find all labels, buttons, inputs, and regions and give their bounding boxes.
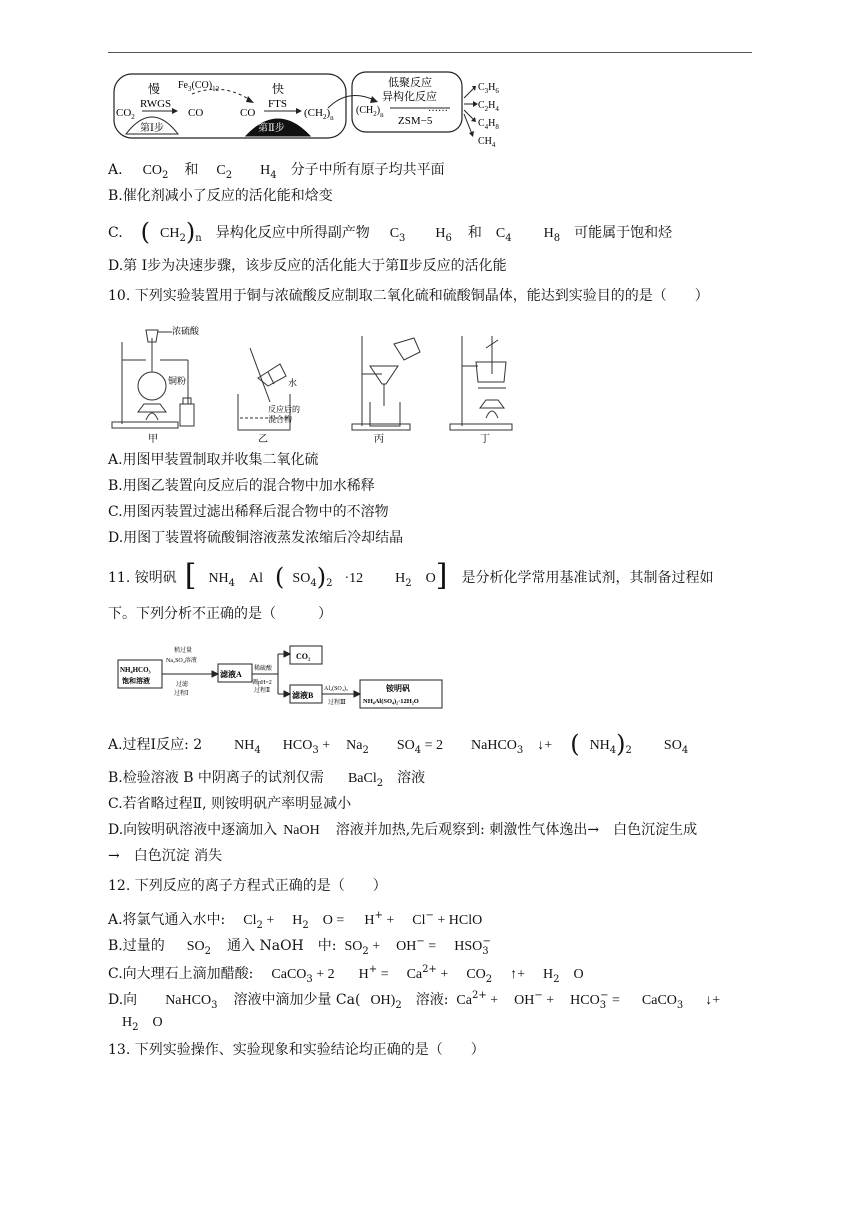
flow-product-2: NH₄Al(SO₄)₂·12H₂O	[363, 698, 419, 705]
catalyst-label: $Fe_3(CO)_{12}$	[178, 80, 220, 93]
label-bing: 丙	[374, 434, 384, 445]
flow-co2: CO₂	[296, 652, 311, 661]
fts-label: FTS	[268, 98, 287, 110]
q10-option-b: B.用图乙装置向反应后的混合物中加水稀释	[108, 478, 375, 494]
q10-apparatus-figure	[108, 312, 528, 446]
q12-stem: 12. 下列反应的离子方程式正确的是（ ）	[108, 878, 387, 894]
product-ch4: $CH_4$	[478, 136, 496, 149]
label-jia: 甲	[148, 434, 158, 445]
q11-option-b: B.检验溶液 B 中阴离子的试剂仅需 BaCl$_2$ 溶液	[108, 770, 426, 789]
label-nongliusuan: 浓硫酸	[172, 326, 200, 336]
flow-product-1: 铵明矾	[386, 684, 410, 693]
flow-filtrate-a: 滤液A	[220, 670, 242, 679]
ch2n-right: $(CH_2)_n$	[356, 105, 384, 119]
product-c2h4: $C_2H_4$	[478, 100, 499, 113]
zsm-label: ZSM−5	[398, 115, 433, 127]
co-mid: CO	[240, 107, 256, 119]
header-rule	[108, 52, 752, 53]
label-yi: 乙	[258, 434, 268, 445]
q10-option-a: A.用图甲装置制取并收集二氧化硫	[108, 452, 319, 468]
flow-start-1: NH₄HCO₃	[120, 666, 151, 674]
q12-option-c: C.向大理石上滴加醋酸: CaCO$_3$ + 2 $H^+ = Ca^{2+} + CO_2$ ↑+ $H_2$ O	[108, 964, 584, 985]
rwgs-label: RWGS	[140, 98, 172, 110]
q9-option-d: D.第 I步为决速步骤，该步反应的活化能大于第Ⅱ步反应的活化能	[108, 258, 507, 274]
fast-label: 快	[272, 82, 285, 96]
q13-stem: 13. 下列实验操作、实验现象和实验结论均正确的是（ ）	[108, 1042, 485, 1058]
product-c3h6: $C_3H_6$	[478, 82, 499, 95]
flow-arrow2-top: 稀硫酸	[254, 666, 273, 672]
q11-option-d-line2: → 白色沉淀 消失	[108, 848, 223, 864]
q10-option-c: C.用图丙装置过滤出稀释后混合物中的不溶物	[108, 504, 389, 520]
reaction-mechanism-diagram	[112, 66, 532, 156]
q9-option-a: A. $CO_2$ 和 $C_2$ $H_4$ 分子中所有原子均共平面	[108, 162, 445, 181]
q11-option-a: A.过程Ⅰ反应: 2 $NH_4$ $HCO_3 + Na_2$ $SO_4 = 2$ NaHCO$_3$ ↓+ ( $NH_4)_2$ $SO_4$	[108, 730, 689, 758]
q11-option-d-line1: D.向铵明矾溶液中逐滴加入 NaOH 溶液并加热,先后观察到: 刺激性气体逸出→ 白色沉淀生成	[108, 822, 698, 838]
label-mixture-2: 混合物	[268, 415, 292, 424]
q9-option-b: B.催化剂减小了反应的活化能和焓变	[108, 188, 333, 204]
flow-arrow3-top: Al₂(SO₄)₃	[324, 686, 348, 692]
flow-arrow1-top1: 稍过量	[174, 648, 193, 654]
q10-option-d: D.用图丁装置将硫酸铜溶液蒸发浓缩后冷却结晶	[108, 530, 404, 546]
product-c4h8: $C_4H_8$	[478, 118, 499, 131]
flow-start-2: 饱和溶液	[122, 677, 150, 685]
flow-arrow3-bot: 过程Ⅲ	[328, 700, 346, 706]
flow-arrow1-bot1: 过滤	[176, 682, 189, 688]
q11-stem-line2: 下。下列分析不正确的是（ ）	[108, 606, 332, 622]
q11-stem: 11. 铵明矾 [ $NH_4$ Al ( $SO_4)_2 \cdot 12$ $H_2$ O] 是分析化学常用基准试剂，其制备过程如	[108, 558, 714, 593]
q12-option-a: A.将氯气通入水中: $Cl_2 + H_2$ O = H+ + Cl− + HClO	[108, 910, 483, 931]
co-left: CO	[188, 107, 204, 119]
dots: ……	[428, 103, 448, 114]
ch2n-mid: $(CH_2)_n$	[304, 107, 334, 122]
flow-filtrate-b: 滤液B	[292, 691, 314, 700]
label-tongfen: 铜粉	[168, 376, 187, 386]
low-poly-label: 低聚反应	[388, 77, 432, 89]
q12-option-d-line1: D.向 NaHCO$_3$ 溶液中滴加少量 Ca( $OH)_2$ 溶液: $Ca^{2+} + OH^- + HCO_3^-$ = CaCO$_3$ ↓+	[108, 990, 721, 1011]
step2-label: 第Ⅱ步	[258, 123, 285, 134]
q11-process-flowchart	[116, 640, 486, 710]
q10-stem: 10. 下列实验装置用于铜与浓硫酸反应制取二氧化硫和硫酸铜晶体，能达到实验目的的是（ ）	[108, 288, 709, 304]
isomer-label: 异构化反应	[382, 91, 437, 103]
flow-arrow1-top2: Na₂SO₄溶液	[166, 658, 197, 664]
slow-label: 慢	[148, 82, 161, 96]
q12-option-d-line2: $H_2$ O	[122, 1015, 163, 1033]
flow-arrow1-bot2: 过程Ⅰ	[174, 691, 189, 697]
q12-option-b: B.过量的 $SO_2$ 通入 NaOH 中: $SO_2 + OH^- = HSO_3^-$	[108, 936, 491, 957]
q11-option-c: C.若省略过程Ⅱ, 则铵明矾产率明显减小	[108, 796, 352, 812]
flow-arrow2-bot2: 过程Ⅱ	[254, 688, 271, 694]
step1-label: 第Ⅰ步	[140, 123, 164, 134]
flow-arrow2-bot1: 调pH=2	[252, 680, 272, 686]
label-ding: 丁	[480, 434, 490, 445]
label-mixture-1: 反应后的	[268, 405, 300, 414]
co2-left: $CO_2$	[116, 107, 135, 121]
q9-option-c: C. ( $CH_2)_n$ 异构化反应中所得副产物 $C_3$ $H_6$ 和 $C_4$ $H_8$ 可能属于饱和烃	[108, 218, 673, 246]
label-water: 水	[288, 378, 298, 388]
